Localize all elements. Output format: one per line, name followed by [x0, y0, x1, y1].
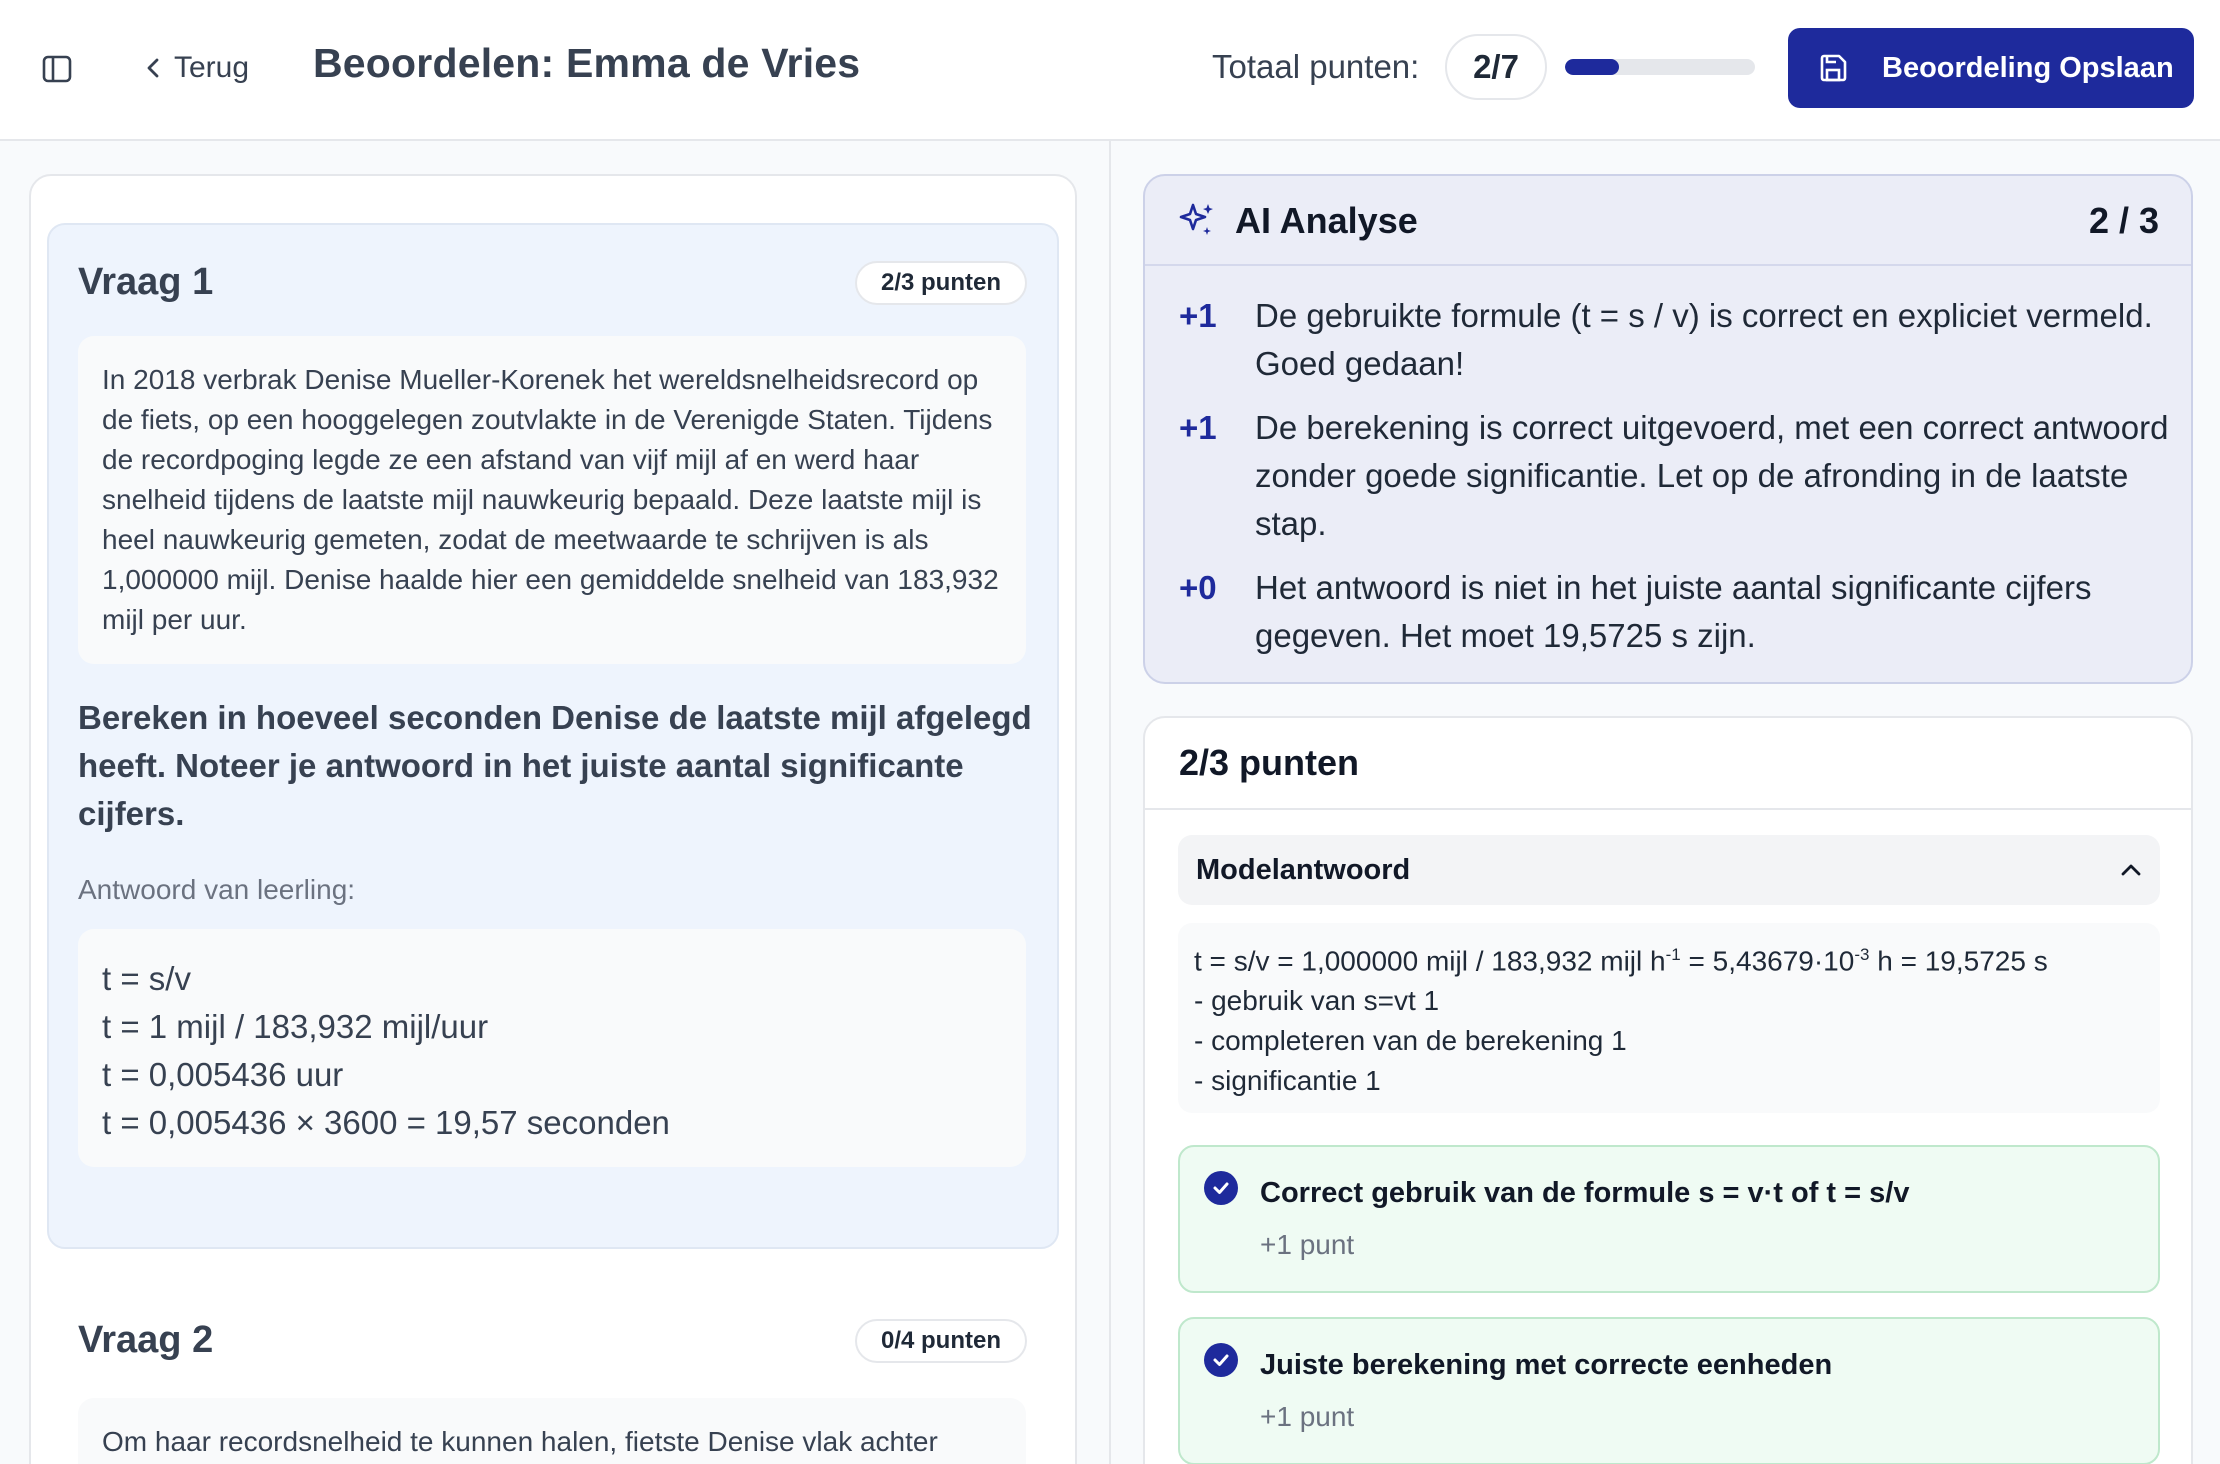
back-link[interactable]	[146, 46, 249, 90]
model-answer-toggle[interactable]	[1178, 835, 2160, 905]
model-answer-content	[1178, 923, 2160, 1113]
question-1-context: In 2018 verbrak Denise Mueller-Korenek het wereldsnelheidsrecord op de fiets, op een hooggelegen zoutvlakte in de Verenigde Staten. Tijdens de recordpoging legde ze een afstand van vijf mijl af en werd haar snelheid tijdens de laatste mijl nauwkeurig bepaald. Deze laatste mijl is heel nauwkeurig gemeten, zodat de meetwaarde te schrijven is als 1,000000 mijl. Denise haalde hier een gemiddelde snelheid van 183,932 mijl per uur.	[78, 336, 1026, 664]
total-points-value: 2/7	[1445, 34, 1547, 100]
question-1-prompt: Bereken in hoeveel seconden Denise de laatste mijl afgelegd heeft. Noteer je antwoord in het juiste aantal significante cijfers.	[78, 699, 1032, 832]
question-1-title: Vraag 1	[78, 261, 214, 303]
grading-card	[1143, 716, 2193, 1464]
criterion-points: +1 punt	[1260, 1401, 1355, 1432]
answer-line: t = s/v	[102, 960, 191, 997]
chevron-up-icon	[2120, 863, 2142, 877]
ai-analysis-header	[1145, 176, 2191, 266]
criterion-points: +1 punt	[1260, 1229, 1355, 1260]
ai-feedback-item	[1179, 564, 2169, 660]
answer-line: t = 1 mijl / 183,932 mijl/uur	[102, 1008, 489, 1045]
criterion-formula[interactable]	[1178, 1145, 2160, 1293]
ai-analysis-card	[1143, 174, 2193, 684]
model-answer-line: - gebruik van s=vt 1	[1194, 985, 1440, 1017]
grading-score-title: 2/3 punten	[1179, 742, 1360, 783]
student-answer	[78, 929, 1026, 1167]
ai-feedback-item	[1179, 292, 2169, 388]
ai-feedback-points: +1	[1179, 297, 1217, 334]
check-circle-icon[interactable]	[1204, 1343, 1238, 1377]
divider	[1145, 808, 2191, 810]
column-divider	[1109, 141, 1111, 1464]
answer-line: t = 0,005436 uur	[102, 1056, 344, 1093]
student-answer-label: Antwoord van leerling:	[78, 874, 356, 905]
sparkles-icon	[1177, 200, 1217, 240]
total-points-label: Totaal punten:	[1212, 48, 1420, 85]
save-icon	[1818, 53, 1848, 83]
check-circle-icon[interactable]	[1204, 1171, 1238, 1205]
criterion-calculation[interactable]	[1178, 1317, 2160, 1464]
score-progress-fill	[1565, 59, 1619, 75]
model-answer-line: - completeren van de berekening 1	[1194, 1025, 1627, 1057]
ai-feedback-points: +1	[1179, 409, 1217, 446]
back-label: Terug	[174, 51, 250, 84]
criterion-label: Juiste berekening met correcte eenheden	[1260, 1349, 1833, 1381]
ai-feedback-points: +0	[1179, 569, 1217, 606]
question-2-title: Vraag 2	[78, 1319, 214, 1361]
question-1-score-badge: 2/3 punten	[855, 261, 1027, 305]
question-2-context: Om haar recordsnelheid te kunnen halen, fietste Denise vlak achter	[78, 1398, 1026, 1464]
model-answer-label: Modelantwoord	[1196, 853, 1411, 886]
ai-feedback-text: De berekening is correct uitgevoerd, met een correct antwoord zonder goede significantie. Let op de afronding in de laatste stap.	[1255, 409, 2169, 542]
answer-line: t = 0,005436 × 3600 = 19,57 seconden	[102, 1104, 670, 1141]
ai-feedback-item	[1179, 404, 2169, 548]
sidebar-icon	[42, 55, 72, 83]
page-title: Beoordelen: Emma de Vries	[313, 40, 861, 86]
ai-analysis-score: 2 / 3	[2088, 200, 2159, 241]
ai-feedback-text: Het antwoord is niet in het juiste aantal significante cijfers gegeven. Het moet 19,5725 s zijn.	[1255, 569, 2092, 654]
save-grading-button[interactable]	[1788, 28, 2194, 108]
model-answer-line: t = s/v = 1,000000 mijl / 183,932 mijl $h^{-1} = 5,43679\cdot 10^{-3}$ h = 19,5725 s	[1194, 945, 2048, 977]
model-answer-line: - significantie 1	[1194, 1065, 1381, 1097]
save-button-label: Beoordeling Opslaan	[1882, 51, 2174, 84]
ai-feedback-text: De gebruikte formule (t = s / v) is correct en expliciet vermeld. Goed gedaan!	[1255, 297, 2153, 382]
question-2-score-badge: 0/4 punten	[855, 1319, 1027, 1363]
top-bar	[0, 0, 2220, 141]
criterion-label: Correct gebruik van de formule s = v·t of t = s/v	[1260, 1177, 1910, 1209]
score-progress-bar	[1565, 59, 1755, 75]
sidebar-toggle-button[interactable]	[36, 50, 78, 88]
ai-analysis-title: AI Analyse	[1235, 200, 1418, 241]
chevron-left-icon	[146, 57, 160, 79]
